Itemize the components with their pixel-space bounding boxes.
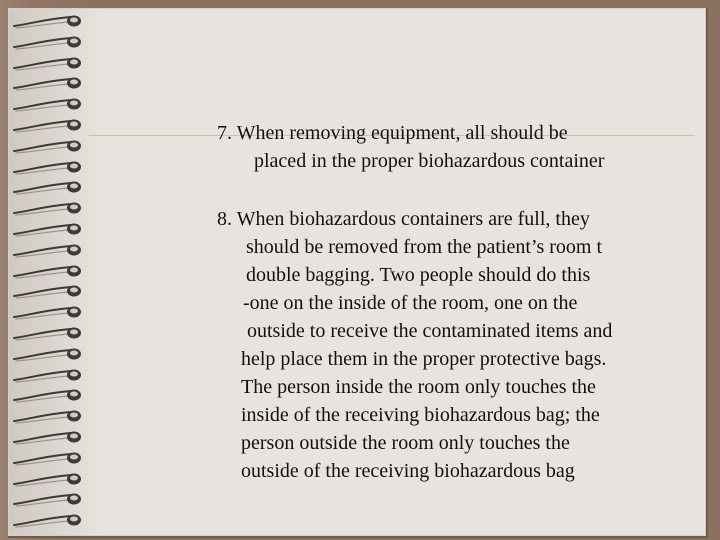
spiral-coil-icon xyxy=(10,222,84,238)
spiral-coil-icon xyxy=(10,118,84,134)
item-8-line-6: help place them in the proper protective bags. xyxy=(241,348,607,370)
spiral-coil-icon xyxy=(10,472,84,488)
item-8-line-2: should be removed from the patient’s room t xyxy=(246,236,603,258)
spiral-coil-icon xyxy=(10,305,84,321)
item-8-line-9: person outside the room only touches the xyxy=(241,432,570,454)
spiral-coil-icon xyxy=(10,513,84,529)
spiral-coil-icon xyxy=(10,76,84,92)
spiral-coil-icon xyxy=(10,451,84,467)
spiral-coil-icon xyxy=(10,326,84,342)
spiral-coil-icon xyxy=(10,180,84,196)
spiral-coil-icon xyxy=(10,347,84,363)
item-7-line-2: placed in the proper biohazardous container xyxy=(254,150,605,172)
item-8-line-10: outside of the receiving biohazardous bag xyxy=(241,460,575,482)
spiral-coil-icon xyxy=(10,243,84,259)
paper-shadow xyxy=(8,8,708,538)
spiral-coil-icon xyxy=(10,201,84,217)
spiral-coil-icon xyxy=(10,35,84,51)
item-8-line-7: The person inside the room only touches the xyxy=(241,376,596,398)
spiral-coil-icon xyxy=(10,284,84,300)
item-8-line-4: -one on the inside of the room, one on the xyxy=(243,292,578,314)
spiral-coil-icon xyxy=(10,139,84,155)
item-8-line-3: double bagging. Two people should do this xyxy=(246,264,591,286)
item-8-line-5: outside to receive the contaminated items and xyxy=(247,320,613,342)
spiral-coil-icon xyxy=(10,409,84,425)
spiral-coil-icon xyxy=(10,368,84,384)
spiral-coil-icon xyxy=(10,14,84,30)
spiral-coil-icon xyxy=(10,388,84,404)
spiral-coil-icon xyxy=(10,264,84,280)
spiral-coil-icon xyxy=(10,430,84,446)
spiral-coil-icon xyxy=(10,492,84,508)
spiral-coil-icon xyxy=(10,160,84,176)
notebook-paper xyxy=(8,8,706,536)
item-7-line-1: 7. When removing equipment, all should be xyxy=(217,122,568,144)
item-8-line-1: 8. When biohazardous containers are full, they xyxy=(217,208,590,230)
spiral-coil-icon xyxy=(10,97,84,113)
spiral-coil-icon xyxy=(10,56,84,72)
item-8-line-8: inside of the receiving biohazardous bag; the xyxy=(241,404,600,426)
